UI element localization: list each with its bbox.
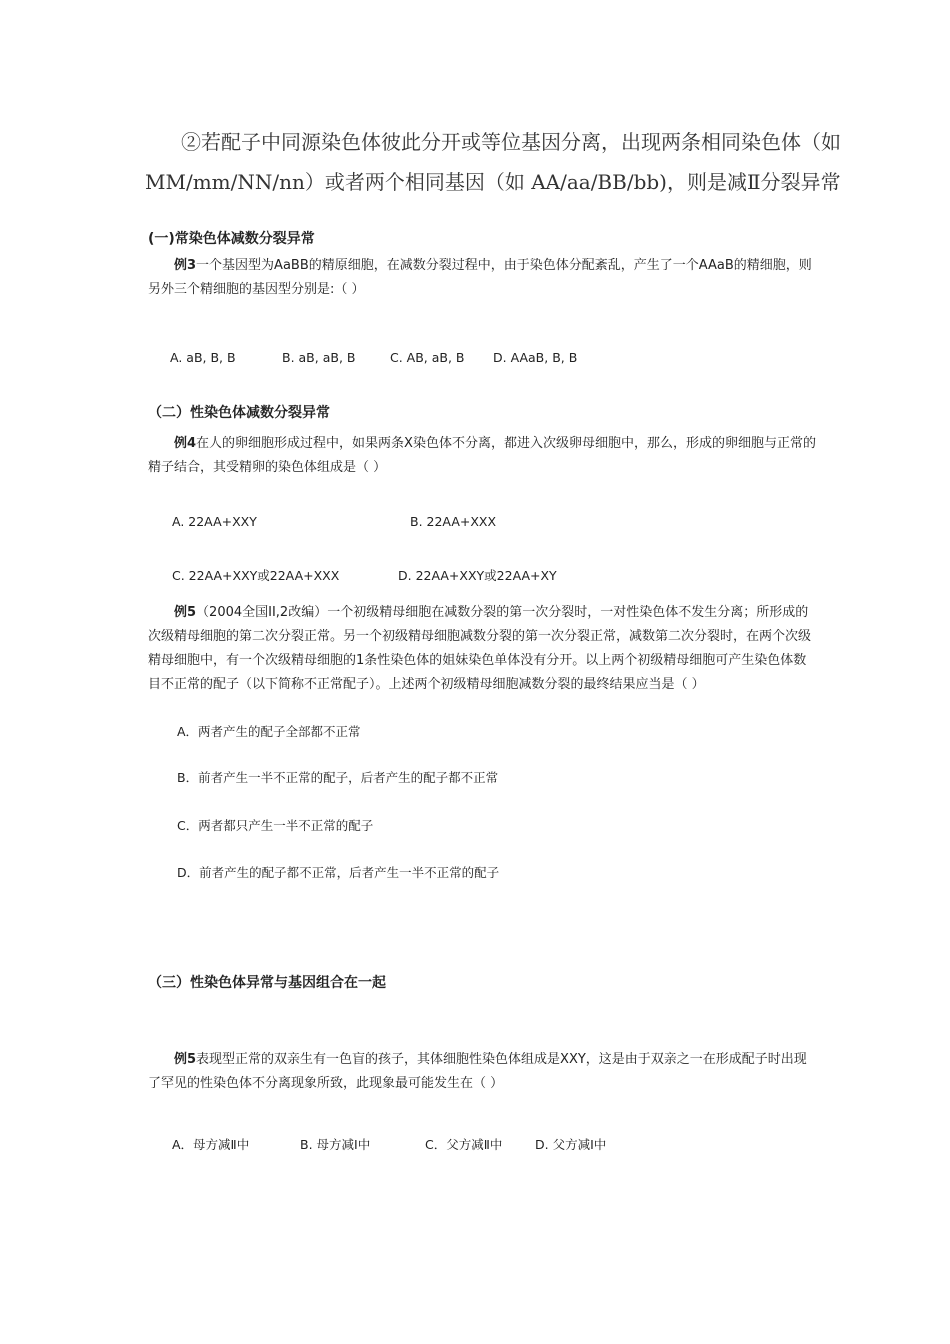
intro-line-2: MM/mm/NN/nn）或者两个相同基因（如 AA/aa/BB/bb)，则是减Ⅱ分裂异常 [145,170,841,194]
option-c: C．父方减Ⅱ中 [425,1137,503,1152]
question-label: 例5 [174,605,197,620]
option-a: A. aB, B, B [170,350,236,365]
option-b: B．前者产生一半不正常的配子，后者产生的配子都不正常 [177,770,499,785]
question-text: （2004全国II,2改编）一个初级精母细胞在减数分裂的第一次分裂时，一对性染色体不发生分离；所形成的次级精母细胞的第二次分裂正常。另一个初级精母细胞减数分裂的第一次分裂正常，减数第二次分裂时，在两个次级精母细胞中，有一个次级精母细胞的1条性染色体的姐妹染色单体没有分开。以上两个初级精母细胞可产生染色体数目不正常的配子（以下简称不正常配子）。上述两个初级精母细胞减数分裂的最终结果应当是（ ） [148,605,812,692]
question-example-5b [148,1048,818,1096]
question-text: 表现型正常的双亲生有一色盲的孩子，其体细胞性染色体组成是XXY，这是由于双亲之一在形成配子时出现了罕见的性染色体不分离现象所致，此现象最可能发生在（ ） [148,1052,807,1091]
option-c: C．两者都只产生一半不正常的配子 [177,818,374,833]
question-example-4 [148,432,818,480]
question-example-5 [148,601,818,697]
section-2-heading: （二）性染色体减数分裂异常 [148,405,330,421]
question-label: 例4 [174,436,197,451]
question-text: 在人的卵细胞形成过程中，如果两条X染色体不分离，都进入次级卵母细胞中，那么，形成的卵细胞与正常的精子结合，其受精卵的染色体组成是（ ） [148,436,816,475]
section-3-heading: （三）性染色体异常与基因组合在一起 [148,975,386,991]
option-b: B. 母方减Ⅰ中 [300,1137,371,1152]
option-a: A．两者产生的配子全部都不正常 [177,724,361,739]
option-d: D. AAaB, B, B [493,350,578,365]
option-d: D．前者产生的配子都不正常，后者产生一半不正常的配子 [177,865,500,880]
question-text: 一个基因型为AaBB的精原细胞，在减数分裂过程中，由于染色体分配紊乱，产生了一个AAaB的精细胞，则另外三个精细胞的基因型分别是:（ ） [148,258,812,297]
option-d: D. 22AA+XXY或22AA+XY [398,568,557,583]
question-label: 例3 [174,258,197,273]
option-a: A. 22AA+XXY [172,514,257,529]
question-example-3 [148,254,818,302]
option-b: B. 22AA+XXX [410,514,497,529]
option-c: C. AB, aB, B [390,350,465,365]
intro-line-1: ②若配子中同源染色体彼此分开或等位基因分离，出现两条相同染色体（如 [181,130,841,154]
option-d: D. 父方减Ⅰ中 [535,1137,607,1152]
option-b: B. aB, aB, B [282,350,356,365]
option-c: C. 22AA+XXY或22AA+XXX [172,568,340,583]
intro-paragraph [145,122,841,202]
section-1-heading: (一)常染色体减数分裂异常 [148,231,315,247]
question-label: 例5 [174,1052,197,1067]
option-a: A．母方减Ⅱ中 [172,1137,250,1152]
